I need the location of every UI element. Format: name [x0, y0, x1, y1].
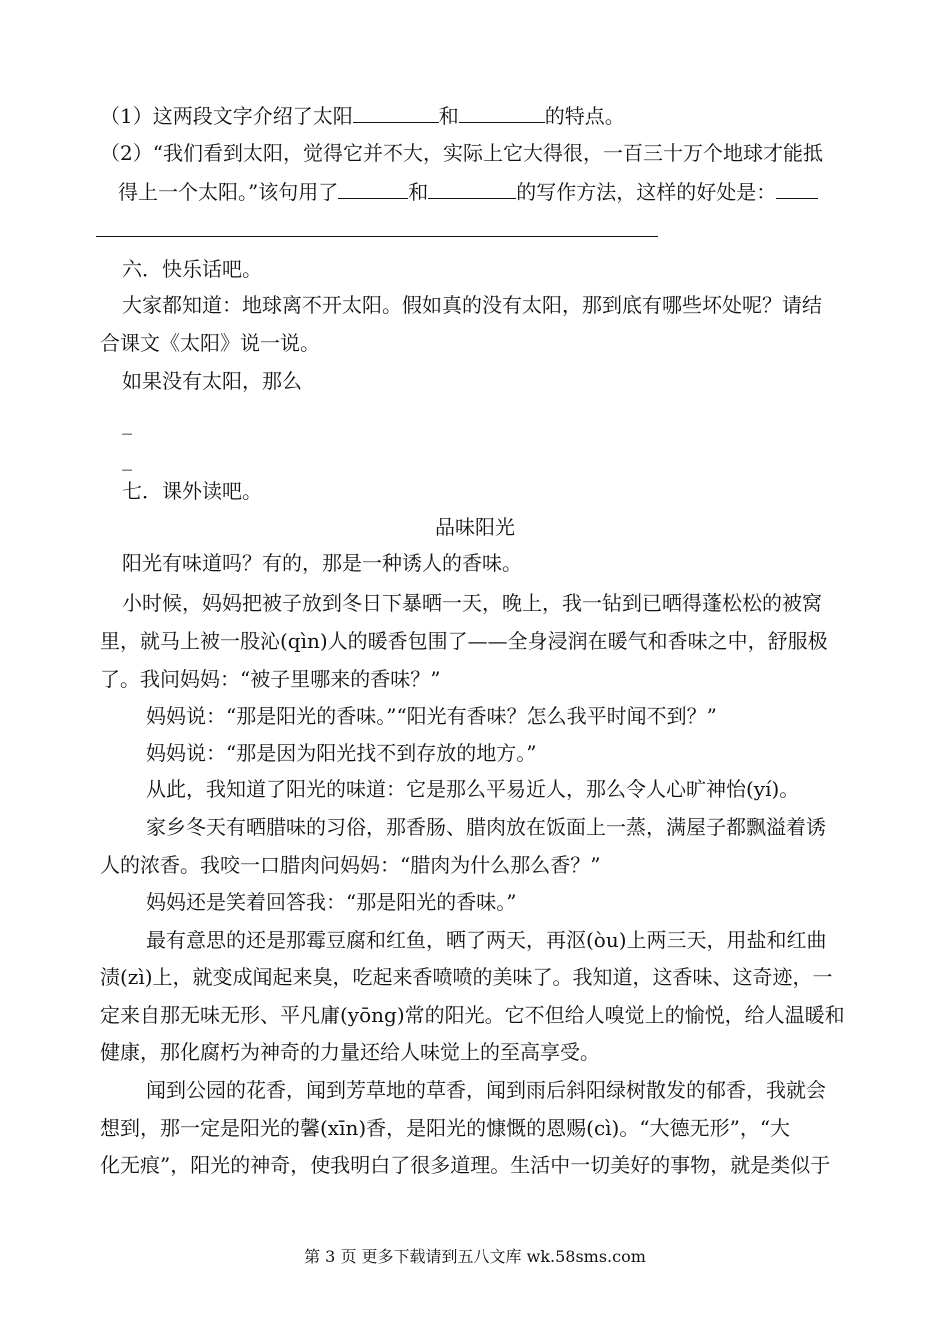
article-line: 里，就马上被一股沁(qìn)人的暖香包围了——全身浸润在暖气和香味之中，舒服极 — [100, 629, 828, 653]
answer-blank[interactable] — [353, 100, 439, 123]
article-line: 妈妈说：“那是因为阳光找不到存放的地方。” — [146, 741, 537, 765]
article-line: 人的浓香。我咬一口腊肉问妈妈：“腊肉为什么那么香？” — [100, 853, 601, 877]
article-line: 闻到公园的花香，闻到芳草地的草香，闻到雨后斜阳绿树散发的郁香，我就会 — [146, 1078, 826, 1102]
article-line: 了。我问妈妈：“被子里哪来的香味？” — [100, 667, 441, 691]
question-item-2-line2: 得上一个太阳。”该句用了 和 的写作方法，这样的好处是： — [118, 176, 818, 207]
article-line: 阳光有味道吗？有的，那是一种诱人的香味。 — [122, 551, 522, 575]
article-line: 最有意思的还是那霉豆腐和红鱼，晒了两天，再沤(òu)上两三天，用盐和红曲 — [146, 928, 827, 952]
article-line: 定来自那无味无形、平凡庸(yōng)常的阳光。它不但给人嗅觉上的愉悦，给人温暖和 — [100, 1003, 845, 1027]
article-line: 从此，我知道了阳光的味道：它是那么平易近人，那么令人心旷神怡(yí)。 — [146, 777, 800, 801]
answer-blank[interactable] — [776, 176, 818, 199]
article-line: 化无痕”，阳光的神奇，使我明白了很多道理。生活中一切美好的事物，就是类似于 — [100, 1153, 831, 1177]
section-6-prompt-line2: 合课文《太阳》说一说。 — [100, 331, 320, 355]
section-6-blank-2[interactable]: _ — [122, 447, 132, 471]
question-item-1: （1）这两段文字介绍了太阳 和 的特点。 — [100, 100, 625, 131]
answer-blank[interactable] — [459, 100, 545, 123]
answer-blank[interactable] — [338, 176, 408, 199]
answer-blank[interactable] — [428, 176, 516, 199]
article-line: 渍(zì)上，就变成闻起来臭，吃起来香喷喷的美味了。我知道，这香味、这奇迹，一 — [100, 965, 833, 989]
section-7-heading: 七．课外读吧。 — [122, 479, 262, 503]
section-6-prompt-line1: 大家都知道：地球离不开太阳。假如真的没有太阳，那到底有哪些坏处呢？请结 — [122, 293, 822, 317]
article-line: 小时候，妈妈把被子放到冬日下暴晒一天，晚上，我一钻到已晒得蓬松松的被窝 — [122, 591, 822, 615]
article-line: 想到，那一定是阳光的馨(xīn)香，是阳光的慷慨的恩赐(cì)。“大德无形”，“大 — [100, 1116, 791, 1140]
question-item-2-line1: （2）“我们看到太阳，觉得它并不大，实际上它大得很，一百三十万个地球才能抵 — [100, 141, 823, 165]
answer-line[interactable] — [96, 236, 658, 237]
article-line: 妈妈说：“那是阳光的香味。”“阳光有香味？怎么我平时闻不到？” — [146, 704, 717, 728]
article-line: 妈妈还是笑着回答我：“那是阳光的香味。” — [146, 890, 517, 914]
section-6-starter: 如果没有太阳，那么 — [122, 369, 302, 393]
article-line: 健康，那化腐朽为神奇的力量还给人味觉上的至高享受。 — [100, 1040, 600, 1064]
section-6-blank-1[interactable]: _ — [122, 411, 132, 435]
section-6-heading: 六．快乐话吧。 — [122, 257, 262, 281]
page-footer: 第 3 页 更多下载请到五八文库 wk.58sms.com — [304, 1247, 646, 1266]
article-line: 家乡冬天有晒腊味的习俗，那香肠、腊肉放在饭面上一蒸，满屋子都飘溢着诱 — [146, 815, 826, 839]
article-title: 品味阳光 — [435, 515, 515, 539]
